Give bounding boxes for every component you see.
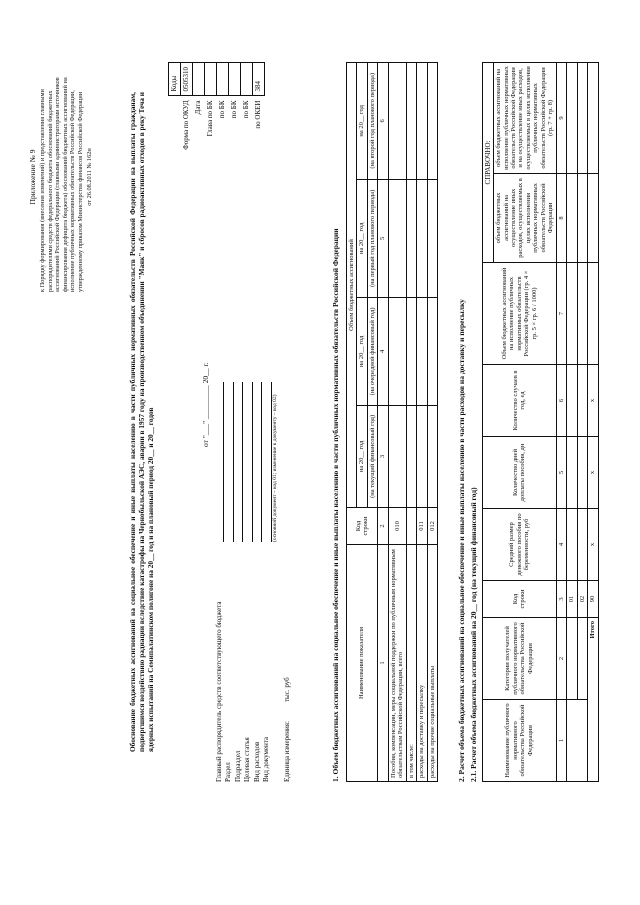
spravochno-header: СПРАВОЧНО: <box>483 63 494 263</box>
meta-label: Главный распорядитель средств соответствующего бюджета <box>215 601 223 782</box>
total-code: 90 <box>588 581 598 618</box>
row-code: 01 <box>567 581 577 618</box>
section2-table <box>482 62 599 782</box>
unit-value: тыс. руб <box>283 677 292 702</box>
col-header: Объем бюджетных ассигнований <box>347 63 357 508</box>
col-header: (на первый год планового периода) <box>367 179 377 297</box>
meta-label: Подраздел <box>233 750 242 782</box>
x-mark: х <box>588 365 598 437</box>
row-name: расходы на доставку и пересылку <box>417 545 427 782</box>
col-header: (на второй год планового периода) <box>367 63 377 180</box>
document-page <box>20 2 620 902</box>
meta-label: Целевая статья <box>243 737 252 782</box>
row-name: расходы на прочие социальные выплаты <box>427 545 437 782</box>
col-header: Наименование показателя <box>347 545 378 782</box>
table-row <box>427 63 437 782</box>
code-label: по БК <box>230 100 239 119</box>
x-mark: х <box>588 509 598 581</box>
col-header: на 20__ год <box>357 63 367 180</box>
col-header: на 20__ год <box>357 179 367 297</box>
table-row <box>577 63 587 782</box>
table-row <box>567 63 577 782</box>
col-header: объем бюджетных ассигнований на осуществление иных расходов, осуществляемых в целях исполнения публичных нормативных обязательств Российской Федерации <box>494 173 557 262</box>
col-header: объем бюджетных ассигнований на исполнение публичных нормативных обязательств Российской Федерации и на осуществление иных расходов, осуществляемых в целях исполнения публичных нормативных обязательств Российской Федерации (гр. 7 + гр. 8) <box>494 63 557 174</box>
total-label: Итого <box>588 618 598 782</box>
meta-fields <box>215 382 292 782</box>
doc-hint: (основной документ – код 01; изменение к документу – код 02) <box>271 394 278 542</box>
row-code: 012 <box>427 508 437 545</box>
col-number: 1 <box>556 700 566 782</box>
col-number: 3 <box>378 405 388 507</box>
meta-label: Раздел <box>224 762 233 782</box>
code-label: по БК <box>218 100 227 119</box>
col-header: (на очередной финансовый год) <box>367 298 377 406</box>
row-name: в том числе: <box>406 545 416 782</box>
col-number: 2 <box>378 508 388 545</box>
col-number: 9 <box>556 63 566 174</box>
row-code: 010 <box>388 508 406 545</box>
table-row <box>417 63 427 782</box>
section2-title: 2. Расчет объема бюджетных ассигнований на социальное обеспечение и иные выплаты населению в части расходов на доставку и пересылку <box>457 299 466 782</box>
col-header: Количество случаев в год, ед <box>483 365 557 437</box>
code-label: по БК <box>242 100 251 119</box>
col-header: Код строки <box>347 508 378 545</box>
document-date: от "___" _________ 20__ г. <box>201 362 210 447</box>
attachment-number: Приложение № 9 <box>28 149 37 205</box>
attachment-date: от 26.08.2011 № 162н <box>86 148 94 206</box>
col-number: 6 <box>556 365 566 437</box>
unit-label: Единица измерения: <box>283 721 292 782</box>
col-header: (на текущий финансовый год) <box>367 405 377 507</box>
code-value <box>205 63 217 97</box>
row-code <box>406 508 416 545</box>
code-value <box>193 63 205 97</box>
codes-header: Коды <box>169 63 181 97</box>
col-number: 5 <box>556 437 566 509</box>
row-name: Пособия, компенсации, меры социальной поддержки по публичным нормативным обязательствам Российской Федерации, всего <box>388 545 406 782</box>
col-number: 4 <box>556 509 566 581</box>
row-code: 011 <box>417 508 427 545</box>
col-header: Наименование публичного нормативного обязательства Российской Федерации <box>483 700 557 782</box>
code-value <box>217 63 229 97</box>
code-label: Глава по БК <box>206 100 215 137</box>
col-header: на 20__ год <box>357 298 367 406</box>
codes-table <box>168 62 265 154</box>
row-code: 02 <box>577 581 587 618</box>
col-number: 3 <box>556 581 566 618</box>
col-header: Количество дней доплаты пособия, дн <box>483 437 557 509</box>
code-label: по ОКЕИ <box>254 100 263 129</box>
meta-label: Вид расходов <box>252 741 261 782</box>
meta-label: Вид документа <box>262 736 271 782</box>
section1-table <box>346 62 438 782</box>
col-number: 1 <box>378 545 388 782</box>
col-header: Средний размер денежного пособия по беременности, руб <box>483 509 557 581</box>
x-mark: х <box>588 437 598 509</box>
col-header: на 20__ год <box>357 405 367 507</box>
col-number: 2 <box>556 618 566 700</box>
attachment-text: к Порядку формирования (внесения изменений) и представления главными распорядителями средств федерального бюджета обоснований бюджетных ассигнований Российской Федерации (главными администраторами источников финансирования дефицита бюджета) обоснований бюджетных ассигнований на исполнение публичных нормативных обязательств Российской Федерации, утвержденному приказом Министерства финансов Российской Федерации <box>39 77 84 292</box>
document-title: Обоснование бюджетных ассигнований на социальное обеспечение и иные выплаты населению в части публичных нормативных обязательств Российской Федерации на выплаты гражданам, подвергшимся воздействию радиации вследствие катастрофы на Чернобыльской АЭС, аварии в 1957 году на производственном объединении "Маяк" и сбросов радиоактивных отходов в реку Теча и ядерных испытаний на Семипалатинском полигоне на 20__ год и на плановый период 20__ и 20__ годов <box>128 92 156 752</box>
attachment-note <box>28 62 94 292</box>
total-row <box>588 63 598 782</box>
code-label: Форма по ОКУД <box>182 100 191 150</box>
col-header: Объем бюджетных ассигнований на исполнение публичных нормативных обязательств Российской Федерации (гр. 4 × гр. 5 × гр. 6 / 1000) <box>483 263 557 365</box>
code-value <box>229 63 241 97</box>
section1-title: 1. Объем бюджетных ассигнований на социальное обеспечение и иные выплаты населению в части публичных нормативных обязательств Российской Федерации <box>331 228 340 782</box>
code-value: 384 <box>253 63 265 97</box>
code-value <box>241 63 253 97</box>
code-label: Дата <box>194 100 203 115</box>
section2-subtitle: 2.1. Расчет объема бюджетных ассигнований на 20__ год (на текущий финансовый год) <box>469 487 478 782</box>
col-number: 7 <box>556 263 566 365</box>
col-header: Категории получателей публичного нормативного обязательства Российской Федерации <box>483 618 557 700</box>
col-header: Код строки <box>483 581 557 618</box>
col-number: 6 <box>378 63 388 180</box>
col-number: 5 <box>378 179 388 297</box>
col-number: 4 <box>378 298 388 406</box>
col-number: 8 <box>556 173 566 262</box>
code-value: 0505310 <box>181 63 193 97</box>
table-row <box>388 63 406 782</box>
table-row <box>406 63 416 782</box>
